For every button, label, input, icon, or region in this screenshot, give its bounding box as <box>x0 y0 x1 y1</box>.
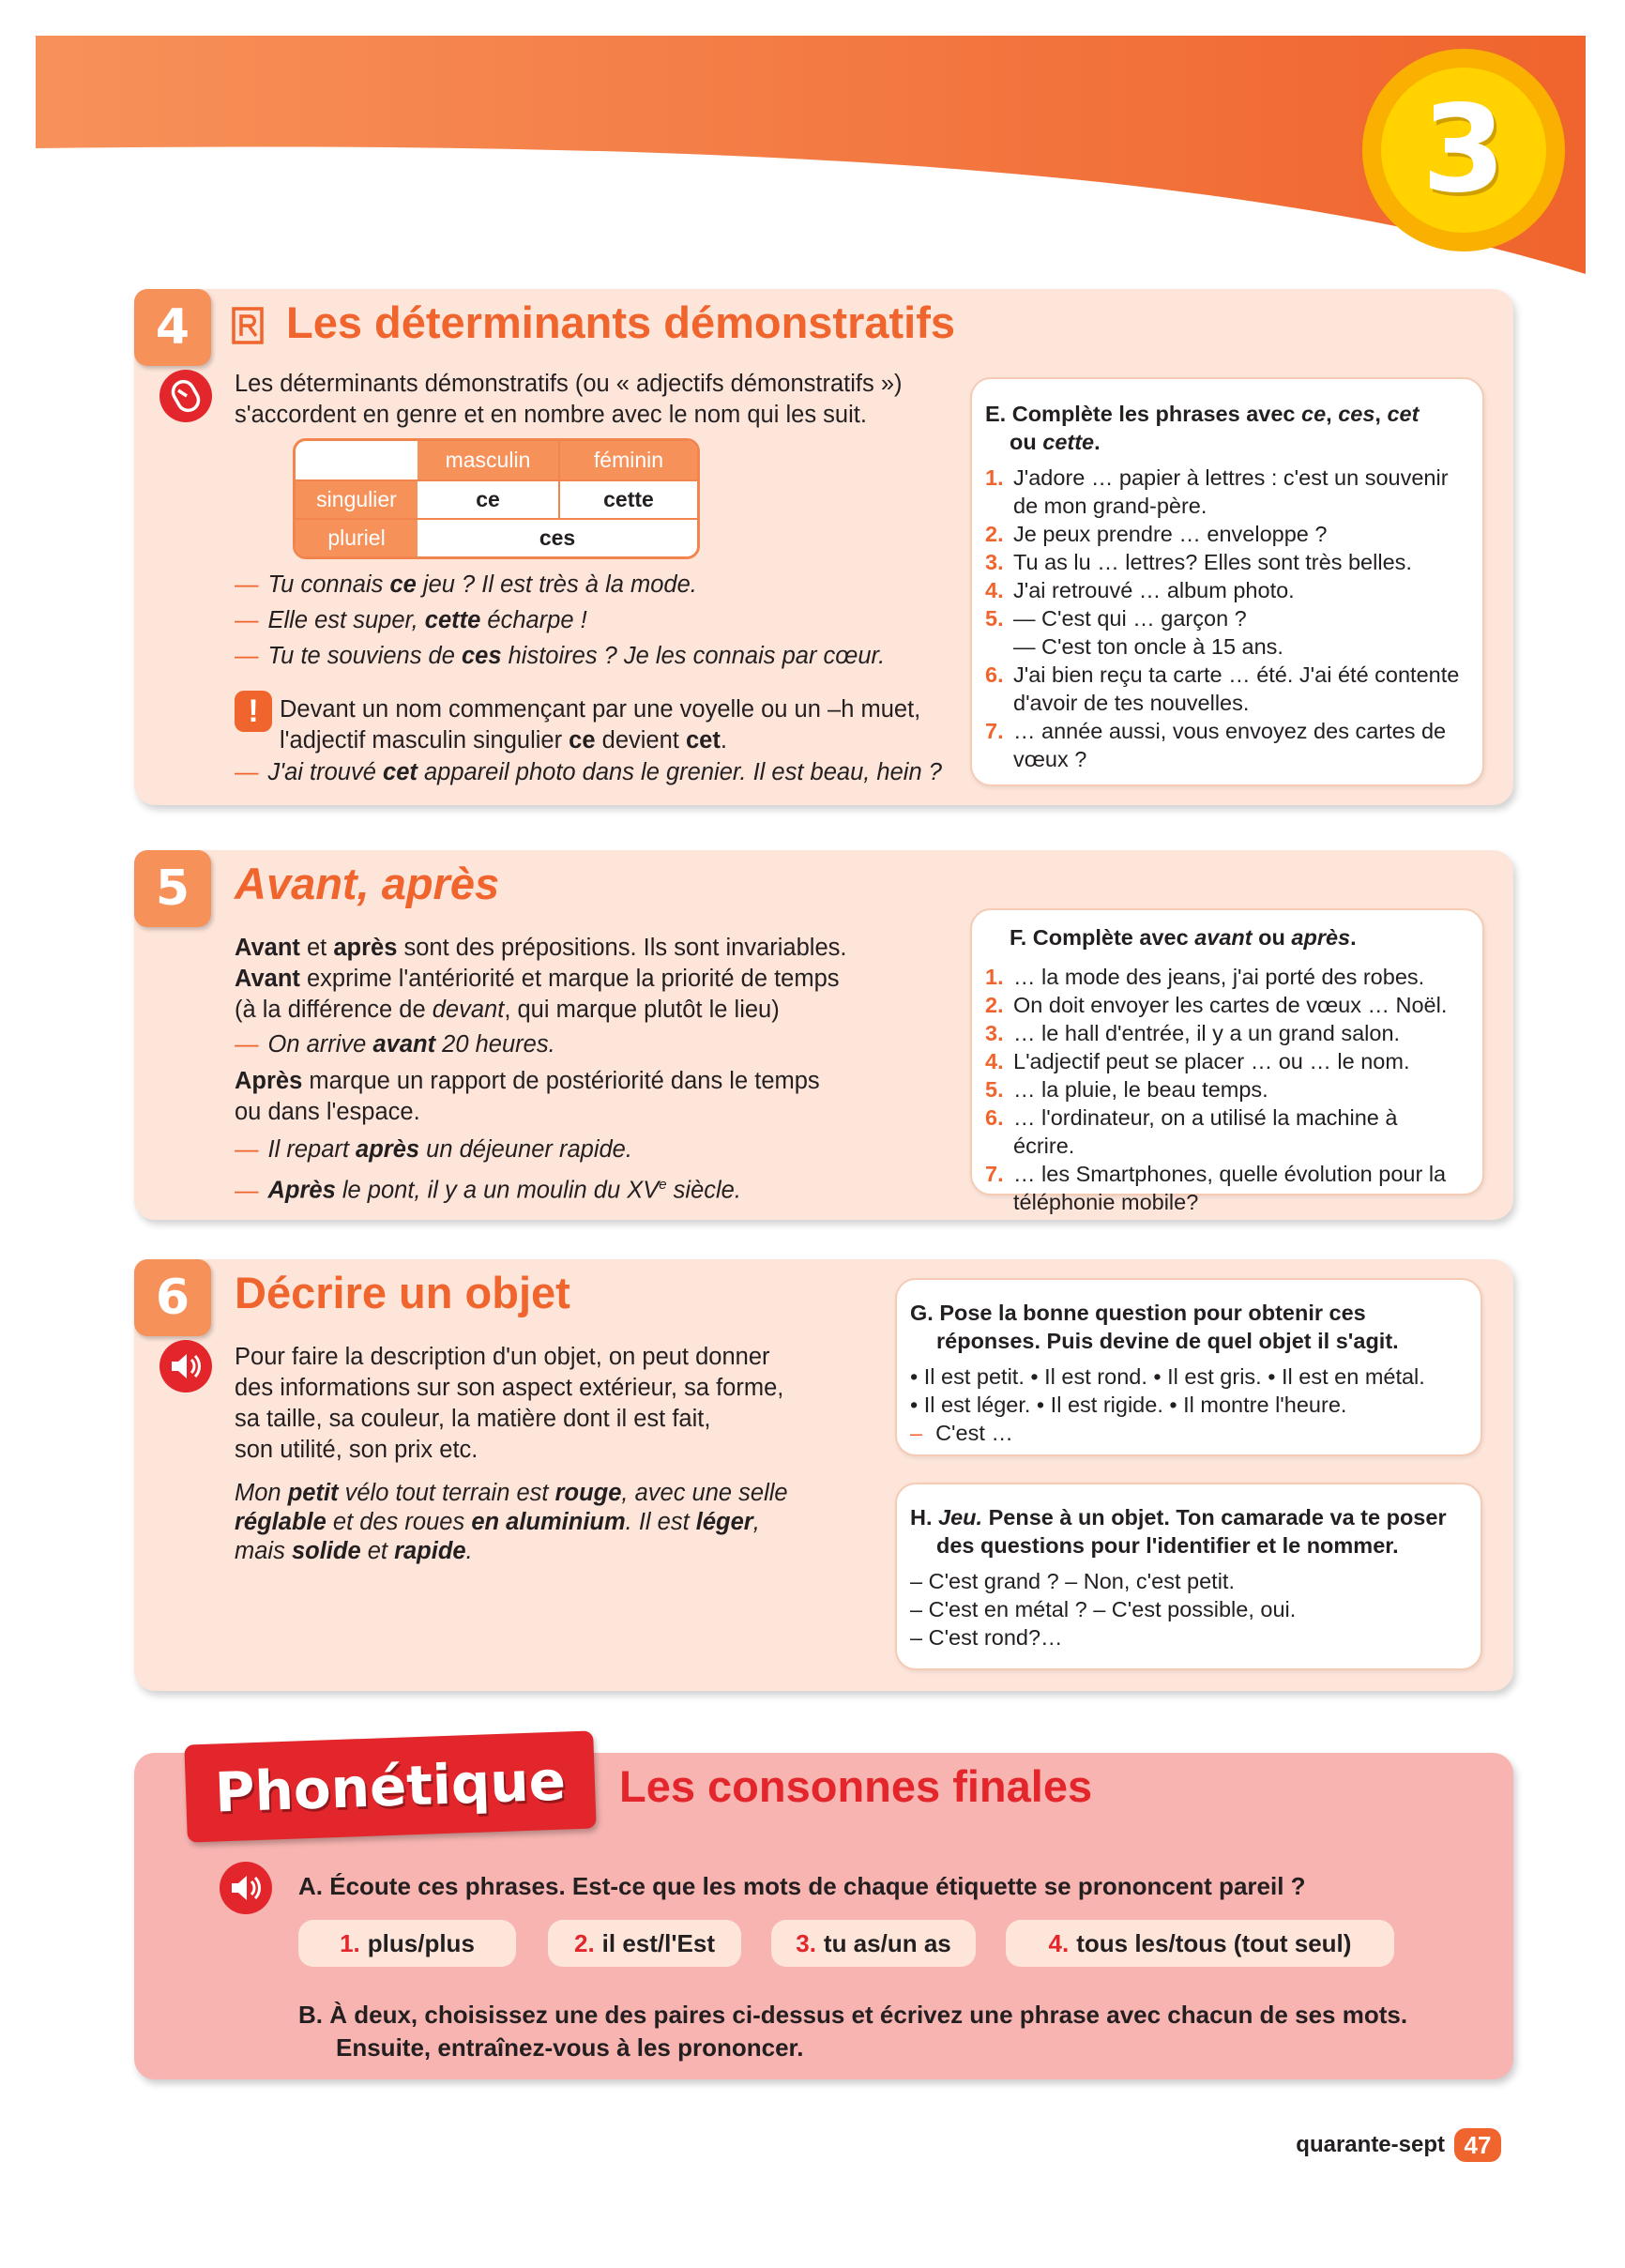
list-item: 4. L'adjectif peut se placer … ou … le nom. <box>985 1049 1410 1073</box>
list-item: 5. — C'est qui … garçon ? — C'est ton oncle à 15 ans. <box>985 606 1283 659</box>
speaker-icon <box>220 1862 272 1914</box>
section-4-note-example: — J'ai trouvé cet appareil photo dans le grenier. Il est beau, hein ? <box>235 759 942 785</box>
table-cell-ces: ces <box>418 520 697 556</box>
section-4-intro: Les déterminants démonstratifs (ou « adjectifs démonstratifs ») s'accordent en genre et en nombre avec le nom qui les suit. <box>235 371 903 428</box>
list-item: 3. … le hall d'entrée, il y a un grand salon. <box>985 1021 1401 1045</box>
list-item: 4. J'ai retrouvé … album photo. <box>985 578 1295 602</box>
exercise-f-box <box>970 908 1484 1214</box>
exercise-g-box <box>895 1278 1482 1456</box>
warning-icon: ! <box>235 691 272 732</box>
section-6-number: 6 <box>134 1259 211 1336</box>
section-4-note: Devant un nom commençant par une voyelle ou un –h muet, l'adjectif masculin singulier ce devient cet. <box>280 696 921 753</box>
table-row-label-singulier: singulier <box>296 481 418 518</box>
exercise-h-box <box>895 1483 1482 1670</box>
list-item: 1. … la mode des jeans, j'ai porté des robes. <box>985 965 1425 989</box>
demonstratives-table <box>293 438 700 559</box>
exercise-h-line: – C'est grand ? – Non, c'est petit. <box>910 1569 1235 1593</box>
list-item: 2. Je peux prendre … enveloppe ? <box>985 522 1328 546</box>
list-item: 3. Tu as lu … lettres? Elles sont très belles. <box>985 550 1412 574</box>
exercise-e-box <box>970 377 1484 786</box>
unit-number-badge: 3 <box>1362 49 1565 251</box>
table-cell-cette: cette <box>558 481 697 518</box>
list-item: 5. … la pluie, le beau temps. <box>985 1077 1268 1102</box>
exercise-e-list <box>985 464 1464 773</box>
page-number: 47 <box>1454 2128 1501 2162</box>
list-item: 1. J'adore … papier à lettres : c'est un souvenir de mon grand-père. <box>985 465 1449 518</box>
exercise-f-list <box>985 963 1464 1216</box>
phonetique-exercise-a: A. Écoute ces phrases. Est-ce que les mots de chaque étiquette se prononcent pareil ? <box>298 1872 1306 1900</box>
page-footer <box>1296 2128 1501 2162</box>
pill-1: 1. plus/plus <box>298 1920 516 1967</box>
table-cell-ce: ce <box>418 481 558 518</box>
speaker-icon <box>159 1340 212 1393</box>
exercise-h-line: – C'est en métal ? – C'est possible, oui. <box>910 1597 1297 1621</box>
list-item: 6. J'ai bien reçu ta carte … été. J'ai été contente d'avoir de tes nouvelles. <box>985 662 1460 715</box>
section-4-title: Les déterminants démonstratifs <box>286 297 956 347</box>
exercise-f-title: F. Complète avec avant ou après. <box>1010 925 1357 950</box>
exercise-e-title: E. Complète les phrases avec ce, ces, cet ou cette. <box>985 402 1420 454</box>
exercise-g-line-3: – C'est … <box>910 1421 1013 1445</box>
section-4-number: 4 <box>134 289 211 366</box>
section-5-title: Avant, après <box>235 859 500 908</box>
exercise-g-line-1: • Il est petit. • Il est rond. • Il est gris. • Il est en métal. <box>910 1364 1425 1389</box>
table-header-masculin: masculin <box>418 441 558 479</box>
section-5-number: 5 <box>134 850 211 927</box>
exercise-g-line-2: • Il est léger. • Il est rigide. • Il montre l'heure. <box>910 1393 1347 1417</box>
table-corner <box>296 441 418 479</box>
pill-4: 4. tous les/tous (tout seul) <box>1006 1920 1394 1967</box>
mouse-icon <box>159 370 212 422</box>
list-item: 2. On doit envoyer les cartes de vœux … Noël. <box>985 993 1448 1017</box>
phonetique-label: Phonétique <box>184 1730 596 1842</box>
exercise-h-title: H. Jeu. Pense à un objet. Ton camarade va te poser des questions pour l'identifier et le nommer. <box>910 1505 1447 1558</box>
phonetique-exercise-b: B. À deux, choisissez une des paires ci-dessus et écrivez une phrase avec chacun de ses mots. Ensuite, entraînez-vous à les prononcer. <box>298 2001 1408 2062</box>
section-5-body: Avant et après sont des prépositions. Ils sont invariables. Avant exprime l'antériorité et marque la priorité de temps (à la différence de devant, qui marque plutôt le lieu) — On arrive avant 20 heures. Après marque un rapport de postériorité dans le temps ou dans l'espace. — Il repart après un déjeuner rapide. — Après le pont, il y a un moulin du XVe siècle. <box>235 935 847 1204</box>
exercise-h-line: – C'est rond?… <box>910 1625 1063 1650</box>
phonetique-title: Les consonnes finales <box>619 1761 1093 1811</box>
section-6-title: Décrire un objet <box>235 1268 570 1317</box>
table-row-label-pluriel: pluriel <box>296 520 418 556</box>
list-item: 7. … année aussi, vous envoyez des cartes de vœux ? <box>985 719 1447 771</box>
grammar-reference-icon <box>231 306 268 345</box>
pill-3: 3. tu as/un as <box>771 1920 976 1967</box>
page-number-words: quarante-sept <box>1296 2132 1445 2157</box>
exercise-g-title: G. Pose la bonne question pour obtenir ces réponses. Puis devine de quel objet il s'agit. <box>910 1301 1399 1353</box>
section-6-example: Mon petit vélo tout terrain est rouge, avec une selle réglable et des roues en aluminium. Il est léger, mais solide et rapide. <box>235 1480 788 1564</box>
pill-2: 2. il est/l'Est <box>548 1920 741 1967</box>
section-4-examples: — Tu connais ce jeu ? Il est très à la mode. — Elle est super, cette écharpe ! — Tu te souviens de ces histoires ? Je les connais par cœur. <box>235 571 886 669</box>
section-6-intro: Pour faire la description d'un objet, on peut donner des informations sur son aspect extérieur, sa forme, sa taille, sa couleur, la matière dont il est fait, son utilité, son prix etc. <box>235 1344 784 1463</box>
table-header-feminin: féminin <box>558 441 697 479</box>
list-item: 7. … les Smartphones, quelle évolution pour la téléphonie mobile? <box>985 1162 1447 1214</box>
list-item: 6. … l'ordinateur, on a utilisé la machine à écrire. <box>985 1105 1398 1158</box>
